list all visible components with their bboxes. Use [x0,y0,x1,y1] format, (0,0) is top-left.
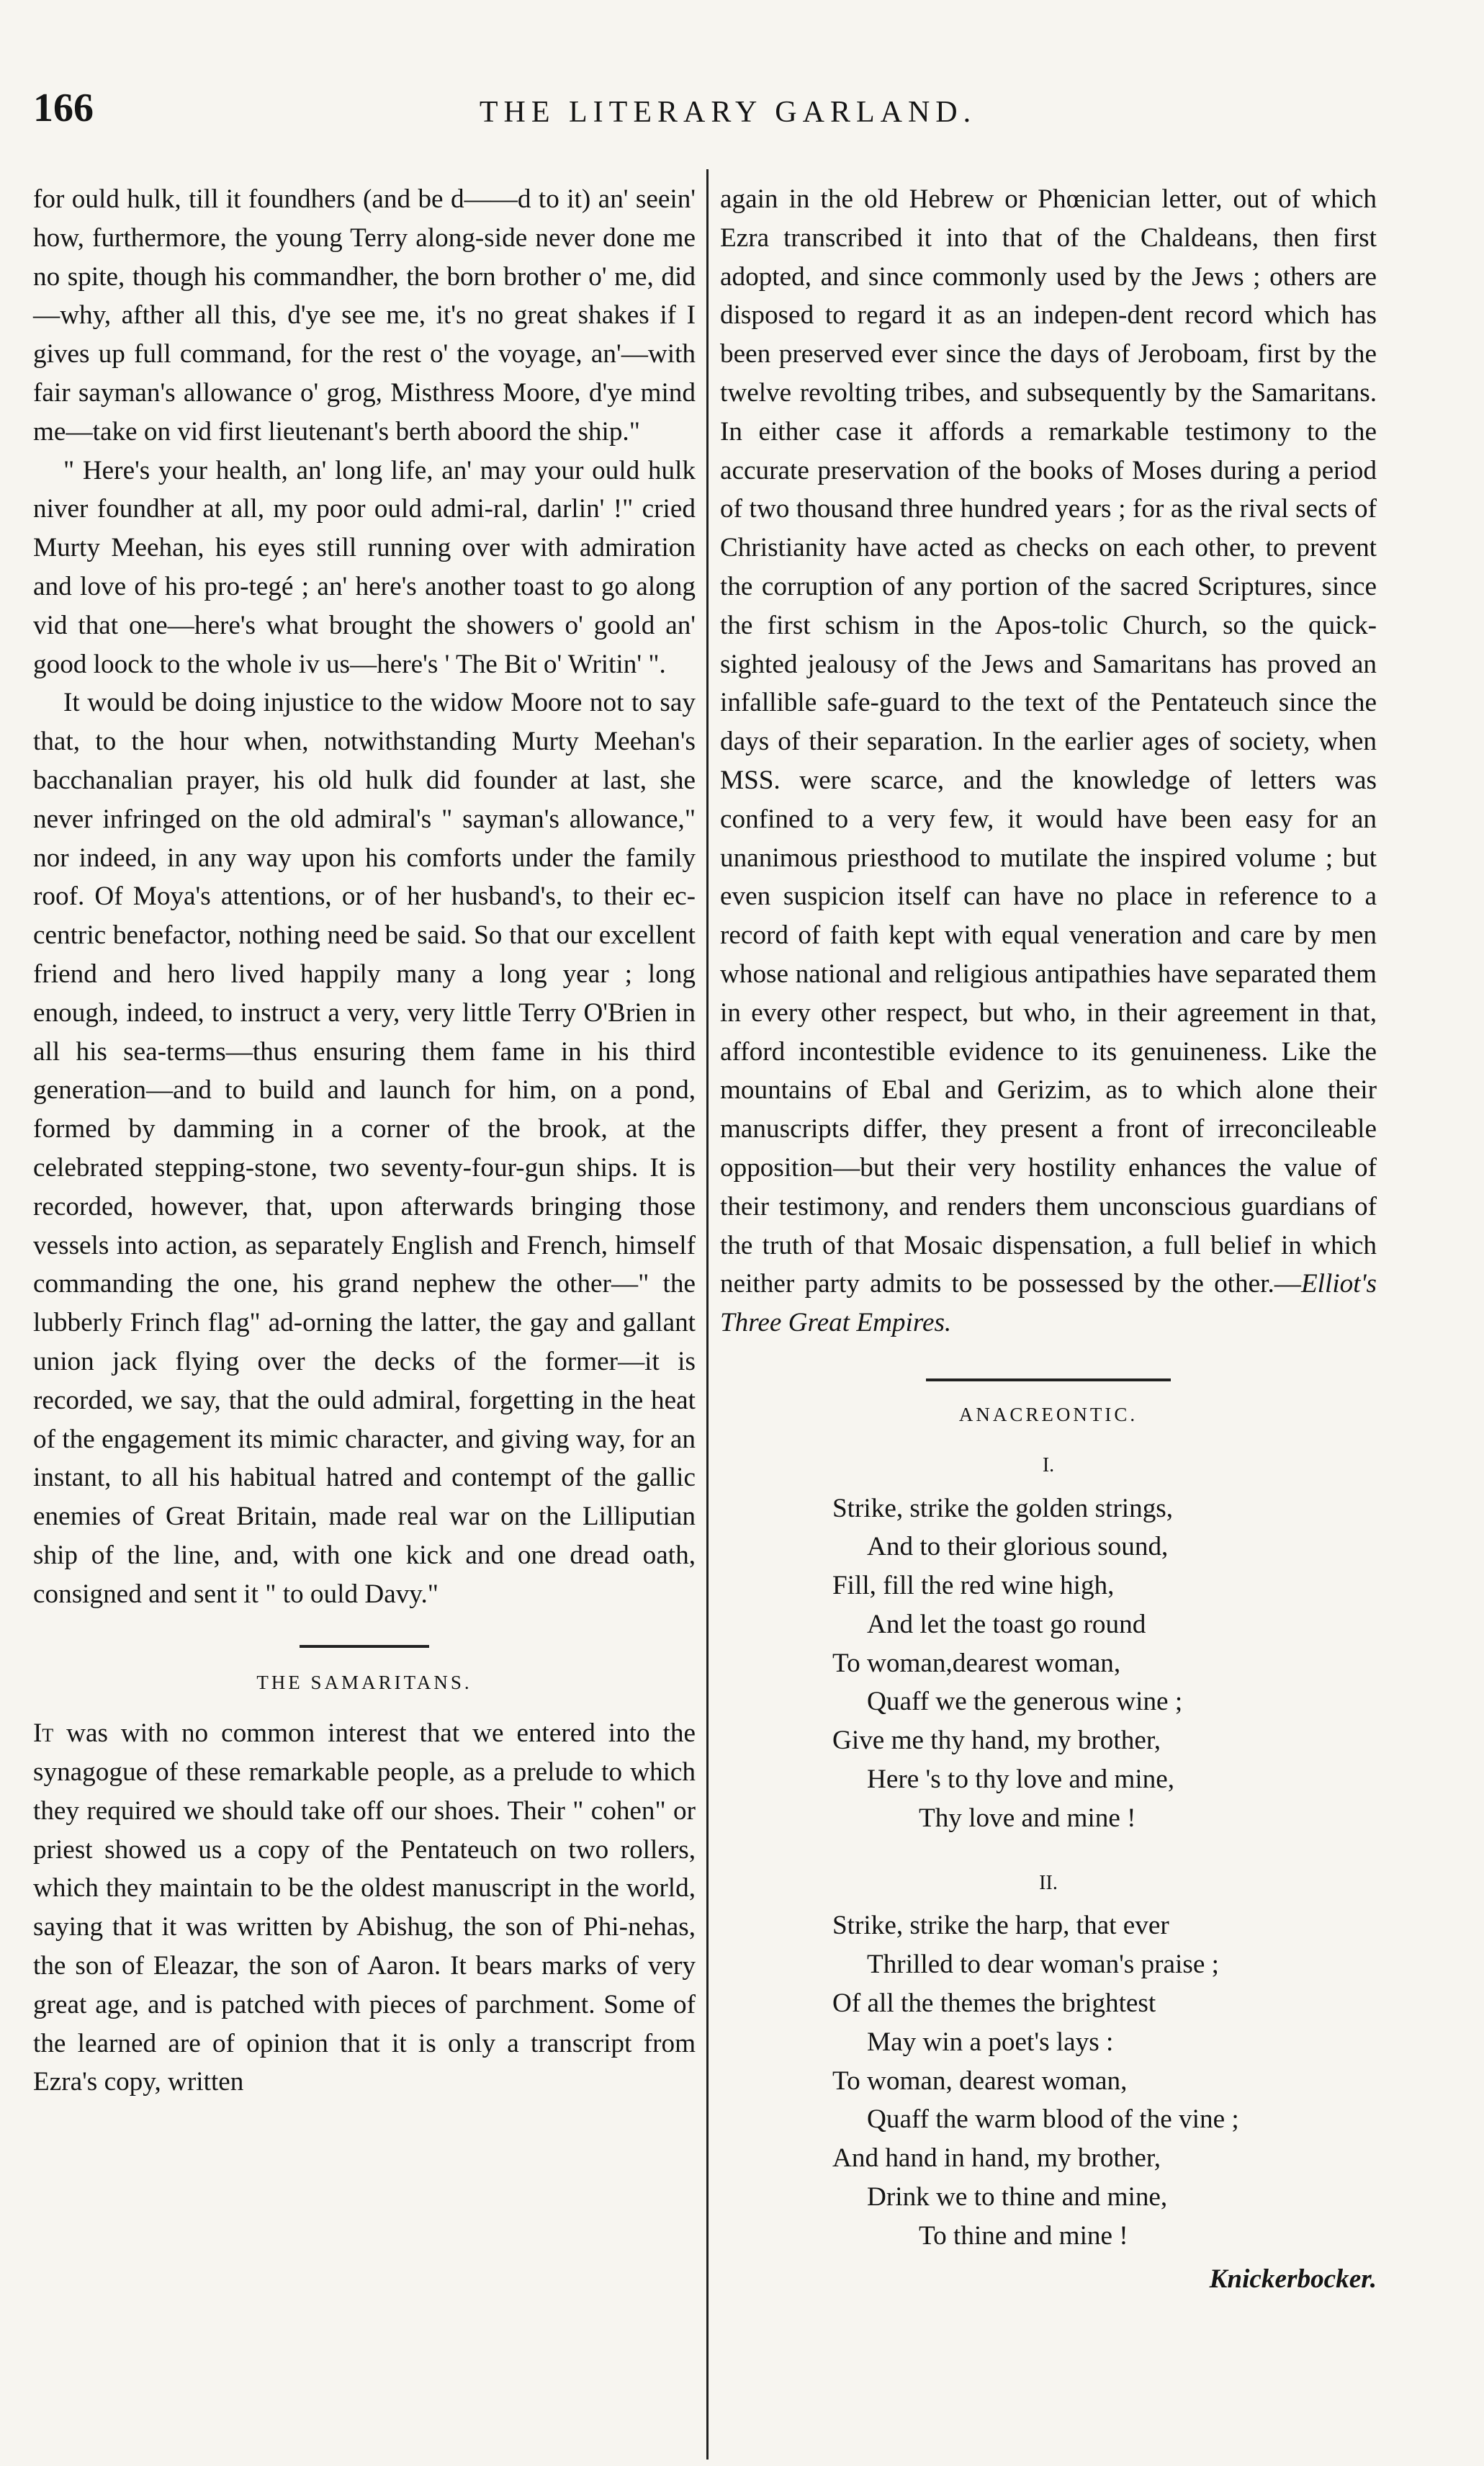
stanza-number-2: II. [1039,1871,1058,1894]
samaritans-first-word: It [33,1718,54,1749]
samaritans-paragraph-text: was with no common interest that we entered into the synagogue of these remarkable people, as a prelude to which they required we should take off our shoes. Their " cohen" or priest showed us a copy of the Pentateuch on two rollers, which they maintain to be the oldest manuscript in the world, saying that it was written by Abishug, the son of Phi-nehas, the son of Eleazar, the son of Aaron. It bears marks of very great age, and is patched with pieces of parchment. Some of the learned are of opinion that it is only a transcript from Ezra's copy, written [33,1718,696,2097]
samaritans-continued-text: again in the old Hebrew or Phœnician letter, out of which Ezra transcribed it into that of the Chaldeans, then first adopted, and since commonly used by the Jews ; others are disposed to regard it as an indepen-dent record which has been preserved ever since the days of Jeroboam, first by the twelve revolting tribes, and subsequently by the Samaritans. In either case it affords a remarkable testimony to the accurate preservation of the books of Moses during a period of two thousand three hundred years ; for as the rival sects of Christianity have acted as checks on each other, to prevent the corruption of any portion of the sacred Scriptures, since the first schism in the Apos-tolic Church, so the quick-sighted jealousy of the Jews and Samaritans has proved an infallible safe-guard to the text of the Pentateuch since the days of their separation. In the earlier ages of society, when MSS. were scarce, and the knowledge of letters was confined to a very few, it would have been easy for an unanimous priesthood to mutilate the inspired volume ; but even suspicion itself can have no place in reference to a record of faith kept with equal veneration and care by men whose national and religious antipathies have separated them in every other respect, but who, in their agreement in that, afford incontestible evidence to its genuineness. Like the mountains of Ebal and Gerizim, as to which alone their manuscripts differ, they present a front of irreconcileable opposition—but their very hostility enhances the value of their testimony, and renders them unconscious guardians of the truth of that Mosaic dispensation, a full belief in which neither party admits to be possessed by the other.— [720,184,1377,1299]
verse-line: Strike, strike the harp, that ever [832,1911,1169,1941]
page-header [33,85,1423,143]
verse-line: Fill, fill the red wine high, [832,1571,1115,1601]
right-column [720,180,1377,2298]
verse-line: Strike, strike the golden strings, [832,1493,1174,1523]
stanza-1 [832,1489,1264,1838]
verse-line: Of all the themes the brightest [832,1989,1156,2019]
verse-line: Drink we to thine and mine, [867,2182,1168,2212]
story-conclusion-quote: for ould hulk, till it foundhers (and be d——d to it) an' seein' how, furthermore, the young Terry along-side never done me no spite, though his commandher, the born brother o' me, did—why, afther all this, d'ye see me, it's no great shakes if I gives up full command, for the rest o' the voyage, an'—with fair sayman's allowance o' grog, Misthress Moore, d'ye mind me—take on vid first lieutenant's berth aboord the ship." [33,184,696,447]
verse-line: Thy love and mine ! [919,1803,1136,1833]
source-citation: Elliot's Three Great Empires. [720,1269,1377,1338]
poem-attribution: Knickerbocker. [1209,2264,1377,2294]
verse-line: And let the toast go round [867,1609,1146,1639]
toast-paragraph: " Here's your health, an' long life, an' may your ould hulk niver foundher at all, my poor ould admi-ral, darlin' !" cried Murty Meehan, his eyes still running over with admiration and love of his pro-tegé ; an' here's another toast to go along vid that one—here's what brought the showers o' goold an' good loock to the whole iv us—here's ' The Bit o' Writin' ". [33,455,696,679]
verse-line: Give me thy hand, my brother, [832,1726,1161,1756]
verse-line: To thine and mine ! [919,2220,1128,2251]
verse-line: To woman,dearest woman, [832,1648,1121,1678]
left-column [33,180,696,2102]
stanza-number-1: I. [1042,1453,1055,1476]
verse-line: Here 's to thy love and mine, [867,1765,1175,1795]
stanza-2 [832,1906,1264,2255]
column-divider [706,169,709,2460]
verse-line: To woman, dearest woman, [832,2066,1128,2096]
running-title: THE LITERARY GARLAND. [479,96,977,129]
verse-line: Quaff the warm blood of the vine ; [867,2104,1239,2135]
verse-line: Quaff we the generous wine ; [867,1687,1183,1717]
poem-title: ANACREONTIC. [958,1403,1138,1425]
samaritans-paragraph [33,1714,696,2102]
verse-line: May win a poet's lays : [867,2027,1114,2057]
section-divider-rule [300,1645,429,1648]
samaritans-continued-paragraph [720,180,1377,1342]
verse-line: And to their glorious sound, [867,1532,1169,1562]
samaritans-heading: THE SAMARITANS. [256,1672,472,1694]
poem-divider-rule [926,1378,1171,1381]
widow-moore-paragraph: It would be doing injustice to the widow Moore not to say that, to the hour when, notwithstanding Murty Meehan's bacchanalian prayer, his old hulk did founder at last, she never infringed on the old admiral's " sayman's allowance," nor indeed, in any way upon his comforts under the family roof. Of Moya's attentions, or of her husband's, to their ec-centric benefactor, nothing need be said. So that our excellent friend and hero lived happily many a long year ; long enough, indeed, to instruct a very, very little Terry O'Brien in all his sea-terms—thus ensuring them fame in his third generation—and to build and launch for him, on a pond, formed by damming in a corner of the brook, at the celebrated stepping-stone, two seventy-four-gun ships. It is recorded, however, that, upon afterwards bringing those vessels into action, as separately English and French, himself commanding the one, his grand nephew the other—" the lubberly Frinch flag" ad-orning the latter, the gay and gallant union jack flying over the decks of the former—it is recorded, we say, that the ould admiral, forgetting in the heat of the engagement its mimic character, and giving way, for an instant, to all his habitual hatred and contempt of the gallic enemies of Great Britain, made real war on the Lilliputian ship of the line, and, with one kick and one dread oath, consigned and sent it " to ould Davy." [33,688,696,1609]
page-number: 166 [33,86,94,130]
verse-line: And hand in hand, my brother, [832,2143,1161,2174]
verse-line: Thrilled to dear woman's praise ; [867,1950,1219,1980]
